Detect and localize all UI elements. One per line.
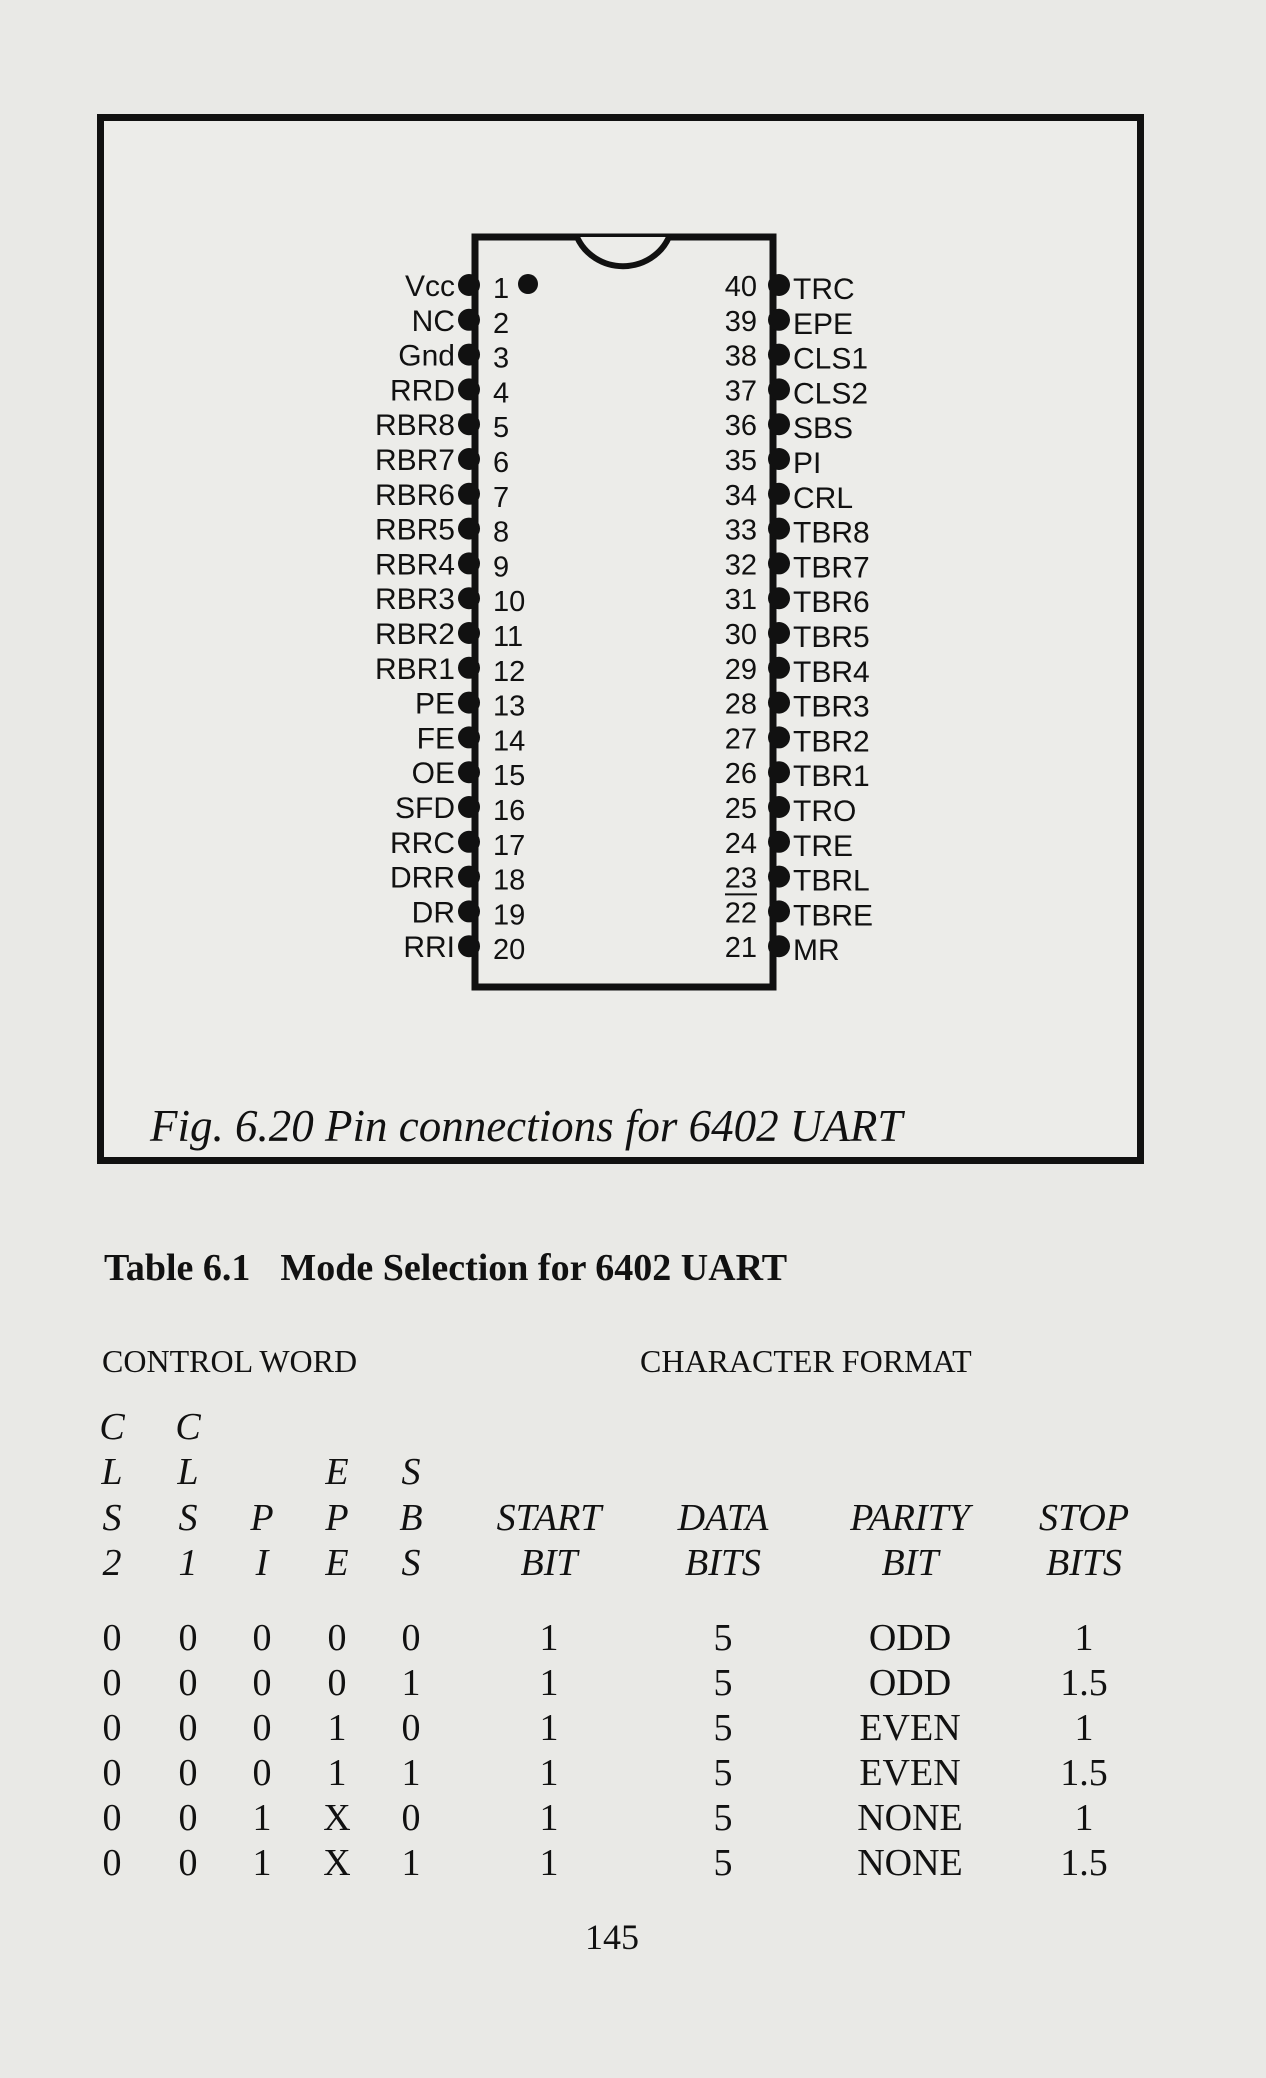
pin-dot-left xyxy=(458,413,480,435)
table-cell: 0 xyxy=(178,1842,198,1884)
pin-label-left: OE xyxy=(411,757,455,791)
pin-number-left: 20 xyxy=(493,934,526,967)
pin-label-right: MR xyxy=(793,934,840,968)
control-header-letter: 1 xyxy=(178,1542,198,1584)
pin-number-right: 38 xyxy=(724,340,757,373)
pin-label-right: TBR8 xyxy=(793,516,870,550)
pin-dot-left xyxy=(458,657,480,679)
pin-dot-left xyxy=(458,831,480,853)
pin-number-left: 4 xyxy=(493,377,510,410)
pin-number-left: 17 xyxy=(493,829,526,862)
table-cell: 0 xyxy=(102,1617,122,1659)
pin-number-left: 8 xyxy=(493,516,510,549)
table-cell: 5 xyxy=(713,1662,733,1704)
pin-number-left: 12 xyxy=(493,655,526,688)
table-cell: X xyxy=(323,1797,351,1839)
pin-number-right: 30 xyxy=(724,619,757,651)
pin-number-right: 39 xyxy=(724,305,757,338)
table-cell: 1 xyxy=(252,1842,272,1884)
pin-label-right: TBR3 xyxy=(793,690,870,724)
table-cell: 5 xyxy=(713,1617,733,1659)
pin-label-left: RRC xyxy=(390,826,455,860)
table-cell: 1.5 xyxy=(1060,1752,1108,1794)
pin-dot-right xyxy=(768,309,790,331)
pin-label-left: RBR6 xyxy=(374,478,455,512)
table-cell: 1 xyxy=(1074,1707,1094,1749)
table-cell: 0 xyxy=(401,1617,421,1659)
pin-dot-right xyxy=(768,900,790,922)
pin-label-right: TBR5 xyxy=(793,621,870,654)
pin-number-left: 9 xyxy=(493,551,510,584)
pin-label-right: TBRL xyxy=(793,864,870,898)
table-cell: EVEN xyxy=(859,1707,961,1749)
table-cell: 0 xyxy=(327,1617,347,1659)
pin-dot-left xyxy=(458,587,480,609)
pin-dot-left xyxy=(458,309,480,331)
table-cell: X xyxy=(323,1842,351,1884)
pin-number-right: 33 xyxy=(724,514,757,547)
pin-label-right: TBR4 xyxy=(793,655,870,689)
table-cell: 1.5 xyxy=(1060,1842,1108,1884)
table-cell: 5 xyxy=(713,1752,733,1794)
table-cell: 0 xyxy=(401,1797,421,1839)
pin-label-left: PE xyxy=(414,687,455,721)
pin-number-right: 31 xyxy=(724,584,757,617)
pin-number-left: 6 xyxy=(493,447,510,479)
pin-label-left: FE xyxy=(416,722,455,756)
control-header-letter: S xyxy=(401,1451,421,1493)
pin-label-left: SFD xyxy=(395,792,455,825)
table-cell: NONE xyxy=(857,1797,963,1839)
pin-label-left: Gnd xyxy=(398,339,455,373)
control-header-letter: L xyxy=(101,1451,123,1493)
table-cell: 0 xyxy=(327,1662,347,1704)
pin-label-left: DR xyxy=(411,896,455,930)
table-title-text: Mode Selection for 6402 UART xyxy=(280,1247,788,1289)
table-cell: ODD xyxy=(868,1617,952,1659)
pin-dot-right xyxy=(768,378,790,400)
pin-label-right: TBR6 xyxy=(793,586,870,620)
table-cell: EVEN xyxy=(859,1752,961,1794)
table-cell: 5 xyxy=(713,1842,733,1884)
pin-number-right: 37 xyxy=(724,375,757,408)
pin-number-left: 15 xyxy=(493,760,526,793)
pin-number-left: 16 xyxy=(493,795,526,827)
table-cell: 1 xyxy=(327,1752,347,1794)
pin-number-right: 28 xyxy=(724,688,757,721)
pin-number-left: 10 xyxy=(493,586,526,619)
table-cell: 0 xyxy=(178,1707,198,1749)
figure-frame xyxy=(97,114,1144,1164)
table-cell: 1 xyxy=(539,1842,559,1884)
pin-label-left: DRR xyxy=(390,861,455,895)
pin-label-left: RBR2 xyxy=(374,618,455,651)
table-cell: 1 xyxy=(401,1662,421,1704)
pin-number-right: 32 xyxy=(724,549,757,582)
pin-dot-left xyxy=(458,761,480,783)
control-header-letter: P xyxy=(325,1497,349,1539)
control-header-letter: I xyxy=(255,1542,269,1584)
pin-number-left: 3 xyxy=(493,342,510,375)
pin-label-right: CRL xyxy=(793,481,854,515)
pin-label-right: EPE xyxy=(793,307,854,341)
pin-dot-left xyxy=(458,552,480,574)
table-cell: 1 xyxy=(1074,1617,1094,1659)
pin-dot-right xyxy=(768,726,790,748)
pin-label-left: RBR4 xyxy=(374,548,455,582)
pin-dot-left xyxy=(458,518,480,540)
page-number: 145 xyxy=(585,1917,639,1957)
pin-dot-right xyxy=(768,274,790,296)
format-header: BITS xyxy=(1046,1542,1122,1584)
pin-dot-right xyxy=(768,796,790,818)
table-cell: 0 xyxy=(102,1842,122,1884)
control-header-letter: S xyxy=(178,1497,198,1539)
pin-dot-right xyxy=(768,761,790,783)
pin-dot-right xyxy=(768,935,790,957)
control-header-letter: E xyxy=(325,1451,349,1493)
control-header-letter: S xyxy=(401,1542,421,1584)
table-cell: 1 xyxy=(539,1707,559,1749)
pin-dot-left xyxy=(458,622,480,644)
table-cell: 1 xyxy=(1074,1797,1094,1839)
pin-label-right: SBS xyxy=(793,412,854,446)
table-cell: 1 xyxy=(401,1842,421,1884)
pin-dot-right xyxy=(768,657,790,679)
table-cell: 1 xyxy=(327,1707,347,1749)
pin-label-right: CLS2 xyxy=(793,377,869,411)
pin-label-left: RRI xyxy=(403,931,455,965)
pin-label-right: TBR7 xyxy=(793,551,870,585)
table-cell: 0 xyxy=(102,1662,122,1704)
pin-dot-left xyxy=(458,344,480,366)
pin-number-right: 21 xyxy=(724,932,757,965)
table-cell: 0 xyxy=(178,1797,198,1839)
pin-number-left: 11 xyxy=(493,621,524,653)
table-cell: 0 xyxy=(102,1707,122,1749)
pin-number-left: 13 xyxy=(493,690,526,723)
table-cell: 1 xyxy=(539,1662,559,1704)
format-header: BITS xyxy=(685,1542,761,1584)
table-cell: 1 xyxy=(539,1752,559,1794)
format-header: STOP xyxy=(1038,1497,1130,1539)
pin-dot-right xyxy=(768,622,790,644)
table-cell: 0 xyxy=(252,1662,272,1704)
table-cell: 1.5 xyxy=(1060,1662,1108,1704)
pin-number-right: 23 xyxy=(724,862,757,895)
format-header: BIT xyxy=(881,1542,939,1584)
table-cell: 0 xyxy=(252,1617,272,1659)
format-header: BIT xyxy=(520,1542,578,1584)
table-cell: 0 xyxy=(252,1707,272,1749)
pin-number-right: 22 xyxy=(724,897,757,930)
uart-pinout-diagram xyxy=(104,121,1137,1157)
pin-number-left: 1 xyxy=(493,273,510,305)
table-cell: 1 xyxy=(539,1617,559,1659)
table-cell: 0 xyxy=(102,1797,122,1839)
table-cell: 5 xyxy=(713,1797,733,1839)
pin-number-left: 5 xyxy=(493,412,510,445)
table-title xyxy=(104,1246,787,1290)
table-cell: 0 xyxy=(178,1662,198,1704)
control-header-letter: 2 xyxy=(102,1542,122,1584)
pin-label-right: TBRE xyxy=(793,899,874,933)
table-cell: 1 xyxy=(401,1752,421,1794)
table-cell: 1 xyxy=(539,1797,559,1839)
table-number: Table 6.1 xyxy=(104,1247,251,1289)
character-format-heading: CHARACTER FORMAT xyxy=(640,1343,972,1379)
pin-label-right: CLS1 xyxy=(793,342,869,376)
pin-dot-left xyxy=(458,448,480,470)
pin-number-left: 18 xyxy=(493,864,526,897)
control-header-letter: C xyxy=(175,1406,201,1448)
pin-dot-left xyxy=(458,866,480,888)
pin-dot-right xyxy=(768,692,790,714)
pin-number-right: 34 xyxy=(724,479,757,512)
pin-dot-left xyxy=(458,378,480,400)
table-cell: 1 xyxy=(252,1797,272,1839)
pin-number-right: 26 xyxy=(724,758,757,791)
pin-dot-left xyxy=(458,274,480,296)
pin-dot-right xyxy=(768,483,790,505)
format-header: PARITY xyxy=(850,1497,970,1539)
pin-label-left: Vcc xyxy=(404,270,455,303)
pin-label-right: TBR1 xyxy=(793,760,870,794)
pin-dot-right xyxy=(768,413,790,435)
pin-dot-left xyxy=(458,900,480,922)
control-header-letter: L xyxy=(177,1451,199,1493)
pin-number-right: 36 xyxy=(724,410,757,443)
pin-label-left: RRD xyxy=(390,374,455,408)
pin-dot-left xyxy=(458,692,480,714)
pin-number-right: 25 xyxy=(724,793,757,825)
pin-dot-left xyxy=(458,726,480,748)
pin-label-left: RBR7 xyxy=(374,444,455,477)
control-header-letter: P xyxy=(250,1497,274,1539)
pin-dot-right xyxy=(768,866,790,888)
pin-number-right: 29 xyxy=(724,653,757,686)
control-header-letter: C xyxy=(99,1406,125,1448)
table-cell: ODD xyxy=(868,1662,952,1704)
table-cell: NONE xyxy=(857,1842,963,1884)
control-header-letter: B xyxy=(399,1497,423,1539)
table-cell: 0 xyxy=(401,1707,421,1749)
table-cell: 0 xyxy=(102,1752,122,1794)
pin-number-left: 2 xyxy=(493,307,510,340)
pin-dot-left xyxy=(458,796,480,818)
pin-number-left: 14 xyxy=(493,725,526,758)
pin-label-right: TRE xyxy=(793,829,853,863)
format-header: DATA xyxy=(677,1497,769,1539)
pin-number-right: 40 xyxy=(724,271,757,303)
chip-notch xyxy=(577,237,669,266)
pin1-marker xyxy=(518,274,538,294)
pin-label-left: RBR5 xyxy=(374,513,455,547)
pin-number-left: 19 xyxy=(493,899,526,932)
pin-dot-right xyxy=(768,344,790,366)
table-cell: 0 xyxy=(178,1752,198,1794)
pin-dot-right xyxy=(768,552,790,574)
control-word-heading: CONTROL WORD xyxy=(102,1343,358,1379)
table-cell: 0 xyxy=(252,1752,272,1794)
control-header-letter: S xyxy=(102,1497,122,1539)
pin-number-left: 7 xyxy=(493,481,510,514)
pin-number-right: 24 xyxy=(724,827,757,860)
table-cell: 0 xyxy=(178,1617,198,1659)
pin-dot-left xyxy=(458,483,480,505)
pin-label-left: RBR3 xyxy=(374,583,455,617)
table-cell: 5 xyxy=(713,1707,733,1749)
figure-caption: Fig. 6.20 Pin connections for 6402 UART xyxy=(150,1101,903,1151)
pin-label-right: TBR2 xyxy=(793,725,870,759)
pin-label-right: PI xyxy=(793,447,822,480)
pin-dot-right xyxy=(768,448,790,470)
pin-number-right: 27 xyxy=(724,723,757,756)
pin-dot-right xyxy=(768,518,790,540)
pin-dot-right xyxy=(768,587,790,609)
format-header: START xyxy=(496,1497,602,1539)
pin-dot-left xyxy=(458,935,480,957)
control-header-letter: E xyxy=(325,1542,349,1584)
pin-label-left: RBR1 xyxy=(374,652,455,686)
pin-label-left: NC xyxy=(411,304,455,338)
pin-label-left: RBR8 xyxy=(374,409,455,443)
pin-label-right: TRC xyxy=(793,273,855,306)
pin-dot-right xyxy=(768,831,790,853)
pin-number-right: 35 xyxy=(724,445,757,477)
pin-label-right: TRO xyxy=(793,795,857,828)
